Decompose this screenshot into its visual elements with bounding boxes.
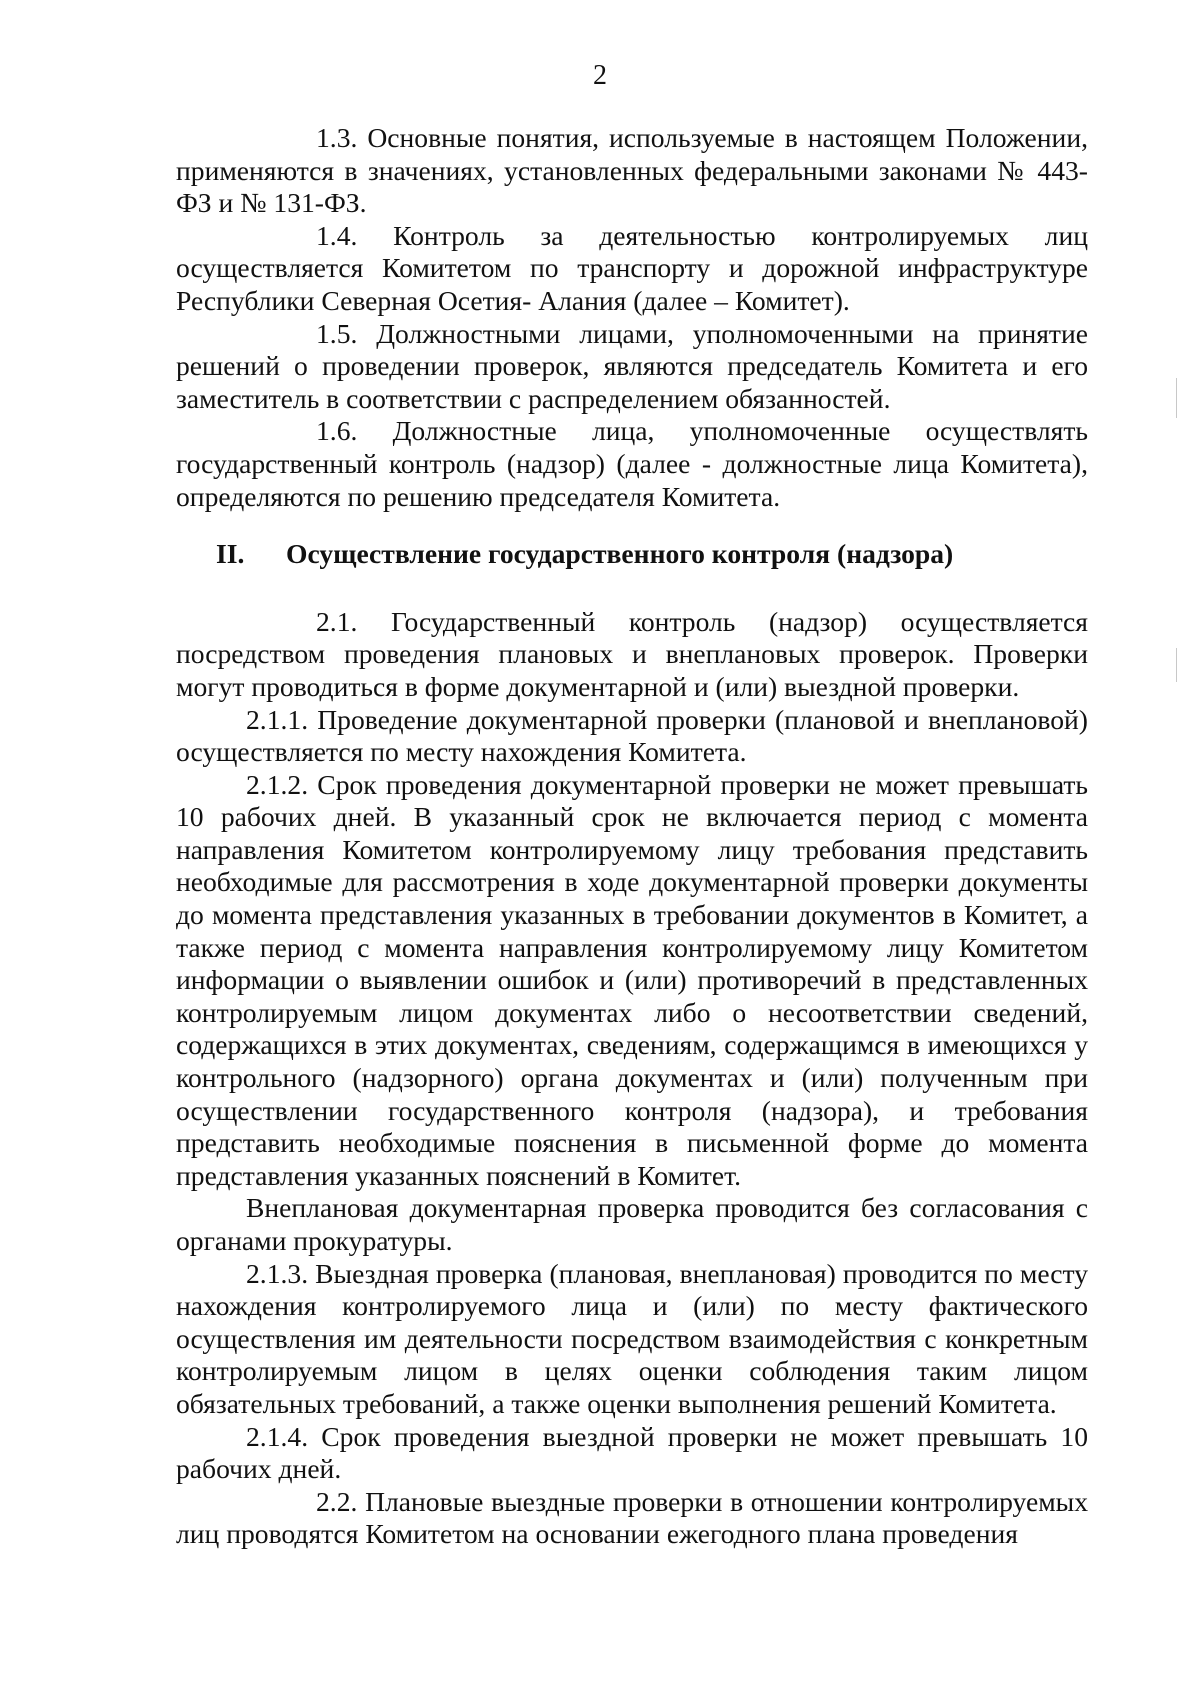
- paragraph-2-1-3: [176, 1258, 1088, 1421]
- document-body: [176, 122, 1088, 1551]
- paragraph-unplanned-check: [176, 1192, 1088, 1257]
- paragraph-1-6: [176, 415, 1088, 513]
- paragraph-text: 2.1.4. Срок проведения выездной проверки не может превышать 10 рабочих дней.: [176, 1420, 1088, 1485]
- paragraph-number: 2.1.: [316, 605, 358, 637]
- paragraph-text: Плановые выездные проверки в отношении контролируемых лиц проводятся Комитетом на основании ежегодного плана проведения: [176, 1485, 1088, 1550]
- scan-artifact-mark: [1176, 648, 1177, 682]
- paragraph-1-5: [176, 318, 1088, 416]
- paragraph-text: 2.1.2. Срок проведения документарной проверки не может превышать 10 рабочих дней. В указанный срок не включается период с момента направления Комитетом контролируемому лицу требования представить необходимые для рассмотрения в ходе документарной проверки документы до момента представления указанных в требовании документов в Комитет, а также период с момента направления контролируемому лицу Комитетом информации о выявлении ошибок и (или) противоречий в представленных контролируемым лицом документах либо о несоответствии сведений, содержащихся в этих документах, сведениям, содержащимся в имеющихся у контрольного (надзорного) органа документах и (или) полученным при осуществлении государственного контроля (надзора), и требования представить необходимые пояснения в письменной форме до момента представления указанных пояснений в Комитет.: [176, 768, 1088, 1191]
- paragraph-text: Контроль за деятельностью контролируемых лиц осуществляется Комитетом по транспорту и дорожной инфраструктуре Республики Северная Осетия- Алания (далее – Комитет).: [176, 219, 1088, 316]
- scan-artifact-mark: [1176, 378, 1177, 418]
- paragraph-text: Основные понятия, используемые в настоящем Положении, применяются в значениях, установленных федеральными законами № 443-ФЗ и № 131-ФЗ.: [176, 122, 1088, 219]
- paragraph-text: 2.1.1. Проведение документарной проверки (плановой и внеплановой) осуществляется по месту нахождения Комитета.: [176, 703, 1088, 768]
- paragraph-2-1-1: [176, 704, 1088, 769]
- paragraph-number: 1.3.: [316, 122, 358, 153]
- paragraph-1-4: [176, 220, 1088, 318]
- paragraph-2-1-4: [176, 1421, 1088, 1486]
- paragraph-number: 1.5.: [316, 317, 358, 349]
- section-number: II.: [216, 538, 245, 570]
- paragraph-number: 1.6.: [316, 415, 358, 447]
- page-number: 2: [593, 60, 607, 91]
- paragraph-text: 2.1.3. Выездная проверка (плановая, внеплановая) проводится по месту нахождения контролируемого лица и (или) по месту фактического осуществления им деятельности посредством взаимодействия с конкретным контролируемым лицом в целях оценки соблюдения таким лицом обязательных требований, а также оценки выполнения решений Комитета.: [176, 1257, 1088, 1419]
- paragraph-2-1: [176, 606, 1088, 704]
- section-heading: [176, 538, 1088, 571]
- paragraph-text: Должностные лица, уполномоченные осуществлять государственный контроль (надзор) (далее - должностные лица Комитета), определяются по решению председателя Комитета.: [176, 415, 1088, 512]
- paragraph-number: 2.2.: [316, 1485, 358, 1517]
- paragraph-1-3: [176, 122, 1088, 220]
- paragraph-text: Должностными лицами, уполномоченными на принятие решений о проведении проверок, являются председатель Комитета и его заместитель в соответствии с распределением обязанностей.: [176, 317, 1089, 414]
- paragraph-text: Внеплановая документарная проверка проводится без согласования с органами прокуратуры.: [176, 1192, 1088, 1256]
- section-title: Осуществление государственного контроля (надзора): [286, 538, 954, 570]
- paragraph-2-2: [176, 1486, 1088, 1551]
- paragraph-text: Государственный контроль (надзор) осуществляется посредством проведения плановых и внеплановых проверок. Проверки могут проводиться в форме документарной и (или) выездной проверки.: [176, 605, 1088, 702]
- paragraph-2-1-2: [176, 769, 1088, 1193]
- paragraph-number: 1.4.: [316, 219, 358, 251]
